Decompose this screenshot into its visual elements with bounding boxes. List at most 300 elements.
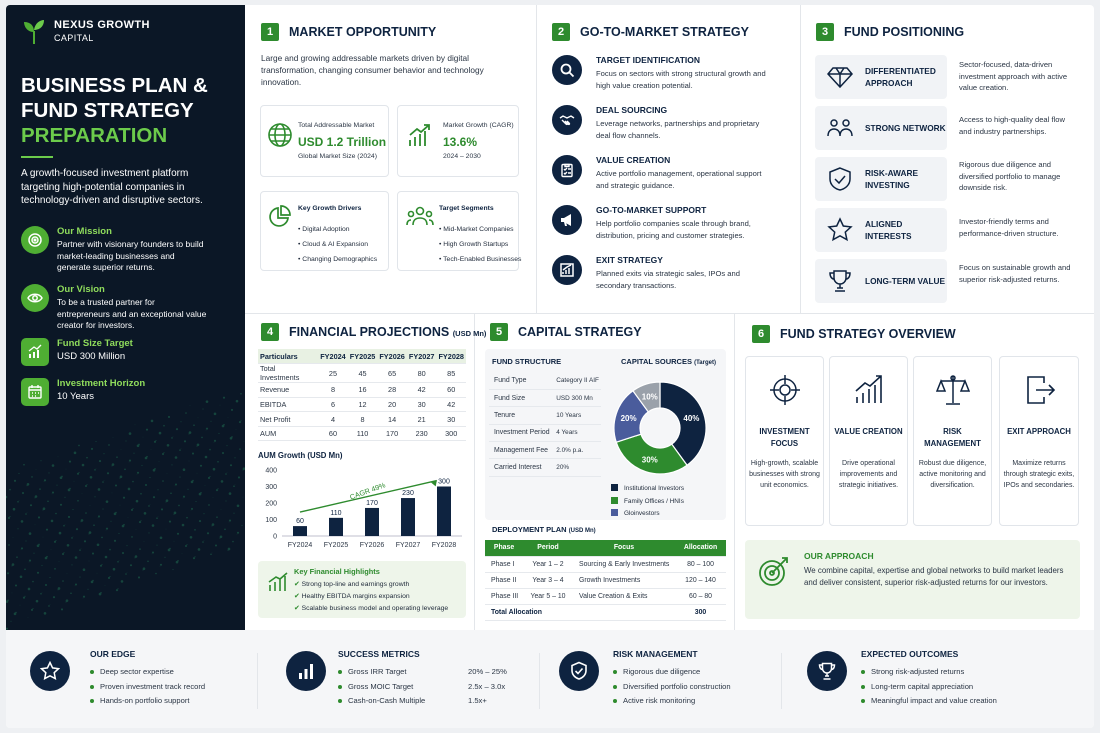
table-cell: 2.0% p.a. <box>552 442 601 459</box>
y-tick-label: 0 <box>273 533 277 541</box>
table-cell: Investment Period <box>489 424 552 441</box>
table-cell: Phase I <box>485 556 523 572</box>
hero-intro: A growth-focused investment platform targeting high-potential companies in technology-driven and disruptive sectors. <box>21 168 203 206</box>
positioning-box <box>815 55 947 99</box>
table-cell: Carried Interest <box>489 459 552 476</box>
section-go-to-market-header <box>552 23 749 41</box>
table-cell: Phase III <box>485 588 523 604</box>
table-cell: 8 <box>318 383 348 398</box>
table-cell: 20 <box>377 397 407 412</box>
list-item: ✔ Strong top-line and earnings growth <box>294 581 410 588</box>
legend-item <box>611 483 684 496</box>
table-cell: 80 – 100 <box>675 556 726 572</box>
section-title: CAPITAL STRATEGY <box>518 325 642 339</box>
gtm-item-text: Help portfolio companies scale through brand, distribution, pricing and customer strategies. <box>596 219 751 240</box>
divider <box>781 653 782 709</box>
table-row <box>489 407 601 424</box>
sprout-logo-icon <box>22 19 46 45</box>
section-unit: (USD Mn) <box>452 329 487 338</box>
positioning-item <box>815 208 1071 259</box>
x-tick-label: FY2025 <box>323 542 349 549</box>
table-cell: 30 <box>436 412 466 427</box>
bar-value-label: 110 <box>330 509 342 517</box>
vision-title: Our Vision <box>57 284 105 295</box>
financial-highlights-box <box>258 561 466 618</box>
bottom-title: SUCCESS METRICS <box>338 649 420 659</box>
fund-structure-title: FUND STRUCTURE <box>492 357 562 366</box>
gtm-item-text: Active portfolio management, operational support and strategic guidance. <box>596 169 762 190</box>
brand-name-line1: NEXUS GROWTH <box>54 19 150 31</box>
slice-label: 10% <box>641 392 658 402</box>
mission-text: Partner with visionary founders to build market-leading businesses and generate superior returns. <box>57 239 204 272</box>
expected-outcomes-block <box>807 651 997 709</box>
approach-text: We combine capital, expertise and global networks to build market leaders and deliver consistent, superior risk-adjusted returns for our investors. <box>804 566 1064 587</box>
table-cell: 4 Years <box>552 424 601 441</box>
positioning-box <box>815 106 947 150</box>
list-item: Long-term capital appreciation <box>861 680 997 695</box>
growth-chart-icon <box>21 338 49 366</box>
horizon-value: 10 Years <box>57 391 94 402</box>
table-cell: Total Investments <box>258 364 318 383</box>
list-item: ✔ Healthy EBITDA margins expansion <box>294 593 410 600</box>
trophy-icon <box>827 268 853 294</box>
gtm-item-title: DEAL SOURCING <box>596 105 668 115</box>
horizon-title: Investment Horizon <box>57 378 146 389</box>
star-icon <box>827 217 853 243</box>
list-item: Deep sector expertise <box>90 665 205 680</box>
table-cell: 21 <box>407 412 437 427</box>
section-capital-strategy-header <box>490 323 642 341</box>
our-approach-box <box>745 540 1080 619</box>
gtm-item-text: Planned exits via strategic sales, IPOs and secondary transactions. <box>596 269 740 290</box>
growth-chart-icon <box>407 123 433 149</box>
section-number: 3 <box>816 23 834 41</box>
horizon-item <box>21 378 145 406</box>
legend-label: Family Offices / HNIs <box>624 497 684 505</box>
fund-size-title: Fund Size Target <box>57 338 133 349</box>
table-cell: 60 <box>436 383 466 398</box>
column-header: FY2028 <box>436 349 466 364</box>
list-item: Proven investment track record <box>90 680 205 695</box>
column-header: Particulars <box>258 349 318 364</box>
aum-growth-chart <box>256 462 468 554</box>
divider <box>257 653 258 709</box>
star-icon <box>30 651 70 691</box>
list-item: Gross IRR Target 20% – 25% <box>338 665 507 680</box>
table-cell: 300 <box>436 426 466 441</box>
positioning-label: STRONG NETWORK <box>865 123 946 133</box>
diamond-icon <box>827 64 853 90</box>
gtm-item <box>552 55 792 105</box>
slice-label: 20% <box>620 413 637 423</box>
x-tick-label: FY2024 <box>287 542 313 549</box>
fund-structure-table <box>489 372 601 477</box>
positioning-item <box>815 259 1071 310</box>
hero-line3: PREPARATION <box>21 124 168 147</box>
segments-list <box>439 222 521 267</box>
globe-icon <box>267 122 293 148</box>
bottom-strip <box>6 630 1094 728</box>
target-arrow-icon <box>757 554 791 588</box>
section-number: 4 <box>261 323 279 341</box>
table-row <box>258 397 466 412</box>
gtm-item-text: Focus on sectors with strong structural growth and high value creation potential. <box>596 69 766 90</box>
hero-line2: FUND STRATEGY <box>21 99 194 122</box>
tam-sub: Global Market Size (2024) <box>298 153 377 160</box>
bar-value-label: 170 <box>366 499 378 507</box>
table-cell: 14 <box>377 412 407 427</box>
positioning-item <box>815 106 1071 157</box>
deployment-plan-title: DEPLOYMENT PLAN (USD Mn) <box>492 525 596 534</box>
handshake-icon <box>552 105 582 135</box>
table-cell: Net Profit <box>258 412 318 427</box>
aum-bar <box>365 508 379 536</box>
overview-title: EXIT APPROACH <box>1007 427 1071 436</box>
table-cell: 12 <box>348 397 378 412</box>
overview-title: RISK MANAGEMENT <box>924 427 981 448</box>
table-cell: USD 300 Mn <box>552 389 601 406</box>
section-number: 1 <box>261 23 279 41</box>
positioning-box <box>815 259 947 303</box>
overview-card-value-creation <box>829 356 908 526</box>
table-cell: Fund Size <box>489 389 552 406</box>
list-item: • Digital Adoption <box>298 226 350 233</box>
network-people-icon <box>827 115 853 141</box>
approach-title: OUR APPROACH <box>804 551 874 561</box>
section-fund-strategy-overview-header <box>752 325 956 343</box>
capital-sources-donut-chart <box>611 379 709 477</box>
financial-projections-table <box>258 349 466 441</box>
growth-drivers-card <box>260 191 389 271</box>
table-cell: AUM <box>258 426 318 441</box>
table-cell: 16 <box>348 383 378 398</box>
list-item: • Changing Demographics <box>298 256 378 263</box>
bar-value-label: 60 <box>296 518 304 526</box>
crosshair-icon <box>768 373 802 407</box>
gtm-item-title: GO-TO-MARKET SUPPORT <box>596 205 707 215</box>
table-cell: Year 1 – 2 <box>523 556 573 572</box>
table-row <box>258 426 466 441</box>
gtm-item <box>552 105 792 155</box>
y-tick-label: 400 <box>265 467 277 475</box>
table-cell: 60 <box>318 426 348 441</box>
capital-sources-legend <box>611 483 684 521</box>
positioning-label: RISK-AWARE INVESTING <box>865 168 919 190</box>
bar-chart-icon <box>267 571 289 593</box>
mission-title: Our Mission <box>57 226 112 237</box>
scales-icon <box>936 373 970 407</box>
legend-item <box>611 508 684 521</box>
column-header: Allocation <box>675 540 726 556</box>
list-item: ✔ Scalable business model and operating leverage <box>294 605 449 612</box>
legend-item <box>611 496 684 509</box>
section-title: FUND POSITIONING <box>844 25 965 39</box>
segments-label: Target Segments <box>439 205 494 212</box>
calendar-icon <box>21 378 49 406</box>
table-cell: Value Creation & Exits <box>573 588 675 604</box>
bottom-list <box>861 665 997 709</box>
table-cell: EBITDA <box>258 397 318 412</box>
table-cell: Phase II <box>485 572 523 588</box>
section-number: 6 <box>752 325 770 343</box>
table-cell: 110 <box>348 426 378 441</box>
exit-chart-icon <box>552 255 582 285</box>
table-row <box>485 556 726 572</box>
divider <box>539 653 540 709</box>
legend-swatch <box>611 509 618 516</box>
fund-size-item <box>21 338 133 366</box>
gtm-item <box>552 155 792 205</box>
cagr-value: 13.6% <box>443 135 478 149</box>
positioning-text: Focus on sustainable growth and superior risk-adjusted returns. <box>959 263 1071 284</box>
positioning-box <box>815 208 947 252</box>
table-cell: 45 <box>348 364 378 383</box>
risk-management-block <box>559 651 731 709</box>
bottom-title: EXPECTED OUTCOMES <box>861 649 959 659</box>
y-tick-label: 200 <box>265 500 277 508</box>
list-item: Strong risk-adjusted returns <box>861 665 997 680</box>
list-item: Rigorous due diligence <box>613 665 731 680</box>
target-icon <box>21 226 49 254</box>
table-row <box>489 459 601 476</box>
overview-title: INVESTMENT FOCUS <box>759 427 810 448</box>
deployment-plan-table <box>485 540 726 621</box>
aum-chart-title: AUM Growth (USD Mn) <box>258 451 343 460</box>
list-item: Hands-on portfolio support <box>90 694 205 709</box>
section-number: 2 <box>552 23 570 41</box>
section-financial-projections-header <box>261 323 486 341</box>
list-item: Cash-on-Cash Multiple 1.5x+ <box>338 694 507 709</box>
cagr-card <box>397 105 519 177</box>
section-fund-positioning-header <box>816 23 964 41</box>
y-tick-label: 300 <box>265 484 277 491</box>
overview-text: Robust due diligence, active monitoring and diversification. <box>918 460 987 489</box>
section-title: MARKET OPPORTUNITY <box>289 25 437 39</box>
market-intro: Large and growing addressable markets driven by digital transformation, changing consumer behavior and technology innovation. <box>261 53 484 87</box>
table-row <box>258 383 466 398</box>
table-cell: Year 5 – 10 <box>523 588 573 604</box>
table-cell: Growth Investments <box>573 572 675 588</box>
positioning-text: Investor-friendly terms and performance-driven structure. <box>959 217 1059 238</box>
our-edge-block <box>30 651 205 709</box>
overview-text: High-growth, scalable businesses with strong unit economics. <box>749 460 820 489</box>
table-row <box>258 364 466 383</box>
table-cell: 65 <box>377 364 407 383</box>
table-cell: 4 <box>318 412 348 427</box>
list-item: Active risk monitoring <box>613 694 731 709</box>
divider <box>800 5 801 313</box>
total-row <box>485 604 726 620</box>
brand-name-line2: CAPITAL <box>54 33 94 43</box>
table-row <box>489 424 601 441</box>
list-item: Gross MOIC Target 2.5x – 3.0x <box>338 680 507 695</box>
aum-bar <box>293 526 307 536</box>
table-cell: Fund Type <box>489 372 552 389</box>
positioning-text: Rigorous due diligence and diversified portfolio to manage downside risk. <box>959 160 1061 192</box>
section-number: 5 <box>490 323 508 341</box>
tam-value: USD 1.2 Trillion <box>298 135 387 149</box>
positioning-list <box>815 55 1071 310</box>
divider <box>245 313 1094 314</box>
positioning-text: Sector-focused, data-driven investment approach with active value creation. <box>959 60 1068 92</box>
left-panel <box>6 5 245 630</box>
gtm-item-title: EXIT STRATEGY <box>596 255 663 265</box>
bottom-title: OUR EDGE <box>90 649 136 659</box>
positioning-item <box>815 55 1071 106</box>
capital-sources-title: CAPITAL SOURCES (Target) <box>621 357 716 366</box>
clipboard-icon <box>552 155 582 185</box>
table-header-row <box>258 349 466 364</box>
section-title: GO-TO-MARKET STRATEGY <box>580 25 749 39</box>
bar-chart-icon <box>286 651 326 691</box>
table-cell: 25 <box>318 364 348 383</box>
highlights-title: Key Financial Highlights <box>294 567 380 576</box>
column-header: Period <box>523 540 573 556</box>
overview-card-risk-management <box>913 356 992 526</box>
column-header: FY2027 <box>407 349 437 364</box>
positioning-label: DIFFERENTIATED APPROACH <box>865 66 936 88</box>
aum-bar <box>437 487 451 537</box>
table-cell: 80 <box>407 364 437 383</box>
legend-swatch <box>611 497 618 504</box>
tam-card <box>260 105 389 177</box>
table-header-row <box>485 540 726 556</box>
legend-label: Institutional Investors <box>624 485 685 492</box>
total-value: 300 <box>675 604 726 620</box>
column-header: Focus <box>573 540 675 556</box>
table-row <box>489 372 601 389</box>
decorative-dots <box>6 330 245 630</box>
list-item: • Tech-Enabled Businesses <box>439 256 522 263</box>
table-cell: 42 <box>407 383 437 398</box>
trophy-icon <box>807 651 847 691</box>
list-item: Meaningful impact and value creation <box>861 694 997 709</box>
cagr-range: 2024 – 2030 <box>443 153 481 160</box>
overview-text: Drive operational improvements and strategic initiatives. <box>838 460 899 489</box>
table-row <box>489 442 601 459</box>
x-tick-label: FY2028 <box>431 542 457 549</box>
gtm-item <box>552 205 792 255</box>
aum-bar <box>401 498 415 536</box>
bottom-list <box>90 665 205 709</box>
divider <box>536 5 537 313</box>
gtm-item-text: Leverage networks, partnerships and proprietary deal flow channels. <box>596 119 760 140</box>
business-plan-infographic <box>6 5 1094 728</box>
list-item: • Mid-Market Companies <box>439 226 514 233</box>
aum-bar <box>329 518 343 536</box>
slice-label: 30% <box>641 455 658 465</box>
table-cell: Tenure <box>489 407 552 424</box>
shield-check-icon <box>559 651 599 691</box>
list-item: • Cloud & AI Expansion <box>298 241 369 248</box>
table-row <box>485 588 726 604</box>
overview-card-investment-focus <box>745 356 824 526</box>
table-cell: 85 <box>436 364 466 383</box>
bar-value-label: 230 <box>402 490 414 498</box>
vision-item <box>21 284 207 332</box>
hero-line1: BUSINESS PLAN & <box>21 74 208 97</box>
cagr-label: Market Growth (CAGR) <box>443 122 514 129</box>
overview-card-exit-approach <box>999 356 1079 526</box>
table-cell: 6 <box>318 397 348 412</box>
total-label: Total Allocation <box>485 604 675 620</box>
eye-icon <box>21 284 49 312</box>
table-cell: 28 <box>377 383 407 398</box>
table-cell: 30 <box>407 397 437 412</box>
table-cell: Revenue <box>258 383 318 398</box>
megaphone-icon <box>552 205 582 235</box>
section-title: FINANCIAL PROJECTIONS <box>289 325 450 339</box>
bottom-list <box>338 665 507 709</box>
mission-item <box>21 226 207 274</box>
x-tick-label: FY2027 <box>395 542 421 549</box>
overview-title: VALUE CREATION <box>834 427 903 436</box>
table-cell: Year 3 – 4 <box>523 572 573 588</box>
people-icon <box>406 205 434 229</box>
x-tick-label: FY2026 <box>359 542 385 549</box>
gtm-item-title: TARGET IDENTIFICATION <box>596 55 701 65</box>
pie-chart-icon <box>267 205 291 229</box>
table-row <box>489 389 601 406</box>
table-row <box>485 572 726 588</box>
growth-chart-icon <box>852 373 886 407</box>
success-metrics-block <box>286 651 507 709</box>
bottom-list <box>613 665 731 709</box>
table-cell: 20% <box>552 459 601 476</box>
drivers-list <box>298 222 377 267</box>
table-row <box>258 412 466 427</box>
vision-text: To be a trusted partner for entrepreneurs and an exceptional value creator for investors. <box>57 297 207 330</box>
divider <box>734 314 735 630</box>
table-cell: Sourcing & Early Investments <box>573 556 675 572</box>
y-tick-label: 100 <box>265 517 277 524</box>
slice-label: 40% <box>683 413 700 423</box>
highlights-list <box>294 579 448 615</box>
bottom-title: RISK MANAGEMENT <box>613 649 698 659</box>
table-cell: 60 – 80 <box>675 588 726 604</box>
bar-value-label: 300 <box>438 478 450 486</box>
tam-label: Total Addressable Market <box>298 122 375 129</box>
divider <box>474 314 475 630</box>
hero-title <box>21 73 208 148</box>
positioning-label: LONG-TERM VALUE <box>865 276 946 286</box>
legend-label: Gloinvestors <box>624 510 660 517</box>
positioning-box <box>815 157 947 201</box>
overview-text: Maximize returns through strategic exits, IPOs and secondaries. <box>1003 460 1075 489</box>
section-title: FUND STRATEGY OVERVIEW <box>780 327 956 341</box>
drivers-label: Key Growth Drivers <box>298 205 362 212</box>
column-header: FY2024 <box>318 349 348 364</box>
section-market-opportunity-header <box>261 23 436 41</box>
gtm-item-title: VALUE CREATION <box>596 155 671 165</box>
exit-door-icon <box>1022 373 1056 407</box>
list-item: Diversified portfolio construction <box>613 680 731 695</box>
table-cell: 170 <box>377 426 407 441</box>
positioning-label: ALIGNED INTERESTS <box>865 219 912 241</box>
shield-check-icon <box>827 166 853 192</box>
gtm-list <box>552 55 792 305</box>
positioning-text: Access to high-quality deal flow and industry partnerships. <box>959 115 1065 136</box>
list-item: • High Growth Startups <box>439 241 509 248</box>
search-icon <box>552 55 582 85</box>
fund-size-value: USD 300 Million <box>57 351 126 362</box>
cagr-annotation: CAGR 49% <box>348 480 387 502</box>
column-header: FY2025 <box>348 349 378 364</box>
gtm-item <box>552 255 792 305</box>
table-cell: 10 Years <box>552 407 601 424</box>
table-cell: 42 <box>436 397 466 412</box>
legend-swatch <box>611 484 618 491</box>
